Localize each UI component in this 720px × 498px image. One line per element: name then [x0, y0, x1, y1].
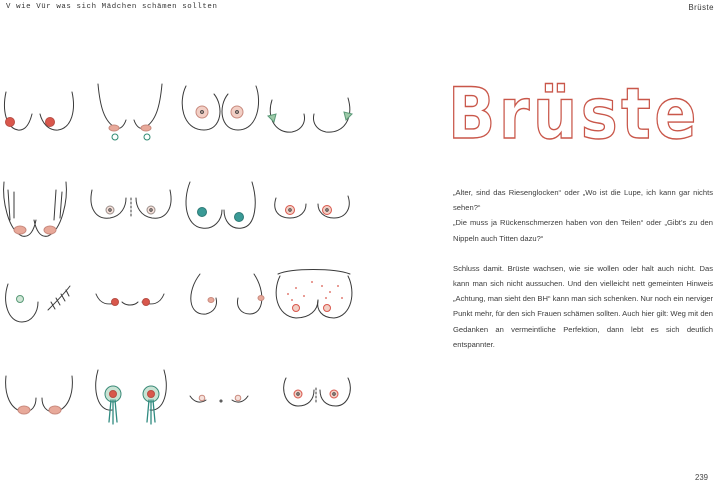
breast-illustration-10: [96, 294, 164, 306]
breast-illustration-4: [268, 98, 352, 132]
running-head-right: Brüste: [688, 3, 714, 12]
breast-illustration-2: [98, 84, 162, 140]
title-lettering: [446, 72, 704, 150]
breast-illustration-15: [190, 395, 248, 402]
running-head-left: V wie Vür was sich Mädchen schämen sollten: [6, 3, 218, 11]
breast-illustration-7: [186, 182, 255, 228]
breast-illustration-11: [191, 274, 264, 314]
breast-illustrations: [0, 70, 370, 430]
breast-illustration-12: [276, 270, 352, 319]
breast-illustration-14: [96, 370, 167, 424]
breast-illustration-9: [6, 284, 70, 322]
page-number: 239: [694, 473, 708, 482]
breast-illustration-13: [6, 376, 73, 414]
breast-illustration-8: [275, 196, 349, 218]
title-text: Brüste: [448, 73, 700, 150]
main-paragraph: Schluss damit. Brüste wachsen, wie sie wollen oder halt auch nicht. Das kann man sich nicht aussuchen. Und den vielleicht nett gemeinten Hinweis „Achtung, man sieht den BH“ kann man sich schenken. Nur noch ein nerviger Punkt mehr, für den sich Frauen schämen sollten. Auch hier gilt: Weg mit den Gedanken an vermeintliche Perfektion, dann lebt es sich deutlich entspannter.: [453, 263, 714, 349]
breast-illustration-1: [5, 92, 74, 130]
breast-illustration-16: [284, 378, 351, 406]
breast-illustration-3: [182, 86, 258, 130]
breast-illustration-5: [4, 182, 67, 236]
breast-illustration-6: [91, 190, 171, 218]
chapter-title: [446, 72, 704, 155]
quote-paragraph-1: „Alter, sind das Riesenglocken“ oder „Wo ist die Lupe, ich kann gar nichts sehen?“: [453, 188, 713, 213]
quote-paragraph-2: „Die muss ja Rückenschmerzen haben von den Teilen“ oder „Gibt’s zu den Nippeln auch Titten dazu?“: [453, 218, 713, 243]
body-text: [453, 185, 713, 352]
